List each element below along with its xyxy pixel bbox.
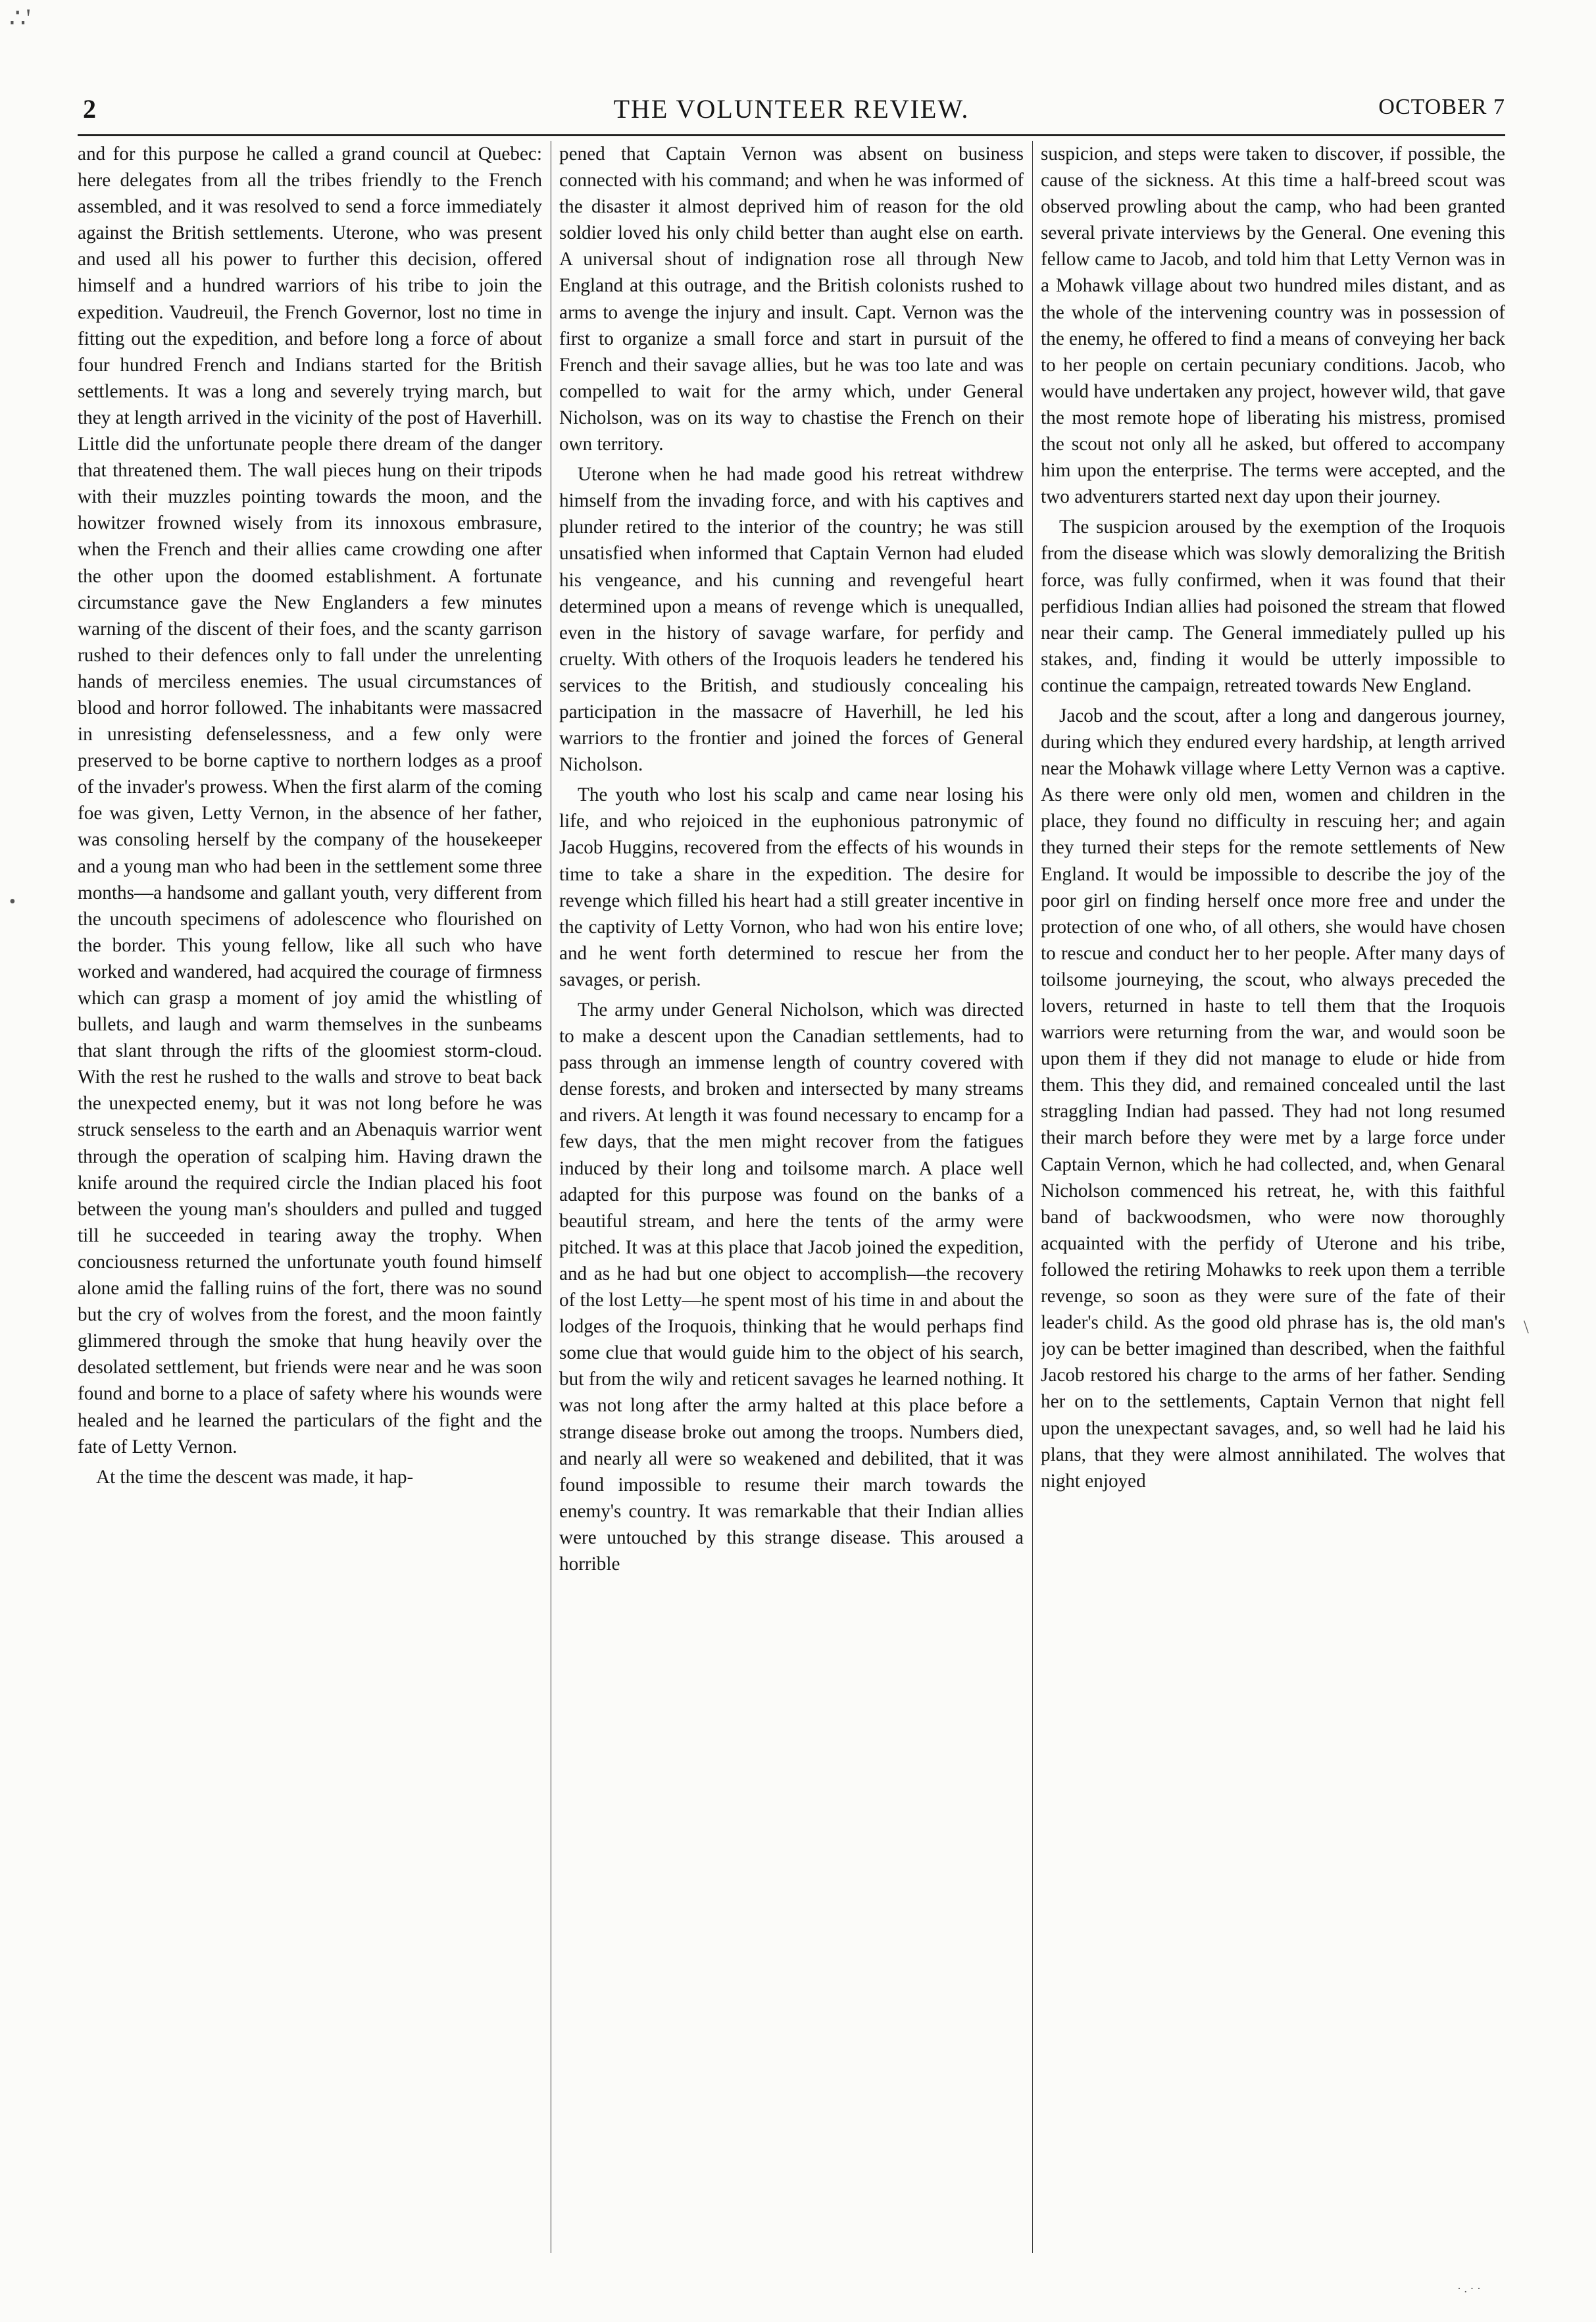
margin-mark-left: • [9,892,16,912]
text-column-1 [78,141,542,2253]
column-2-paragraph-4: The army under General Nicholson, which was directed to make a descent upon the Canadian settlements, had to pass through an immense length of country covered with dense forests, and broken and intersected by many streams and rivers. At length it was found necessary to encamp for a few days, that the men might recover from the fatigues induced by their long and toilsome march. A place well adapted for this purpose was found on the banks of a beautiful stream, and here the tents of the army were pitched. It was at this place that Jacob joined the expedition, and as he had but one object to accomplish—the recovery of the lost Letty—he spent most of his time in and about the lodges of the Iroquois, thinking that he would perhaps find some clue that would guide him to the object of his search, but from the wily and reticent savages he learned nothing. It was not long after the army halted at this place before a strange disease broke out among the troops. Numbers died, and nearly all were so weakened and debilited, that it was found impossible to resume their march towards the enemy's country. It was remarkable that their Indian allies were untouched by this strange disease. This aroused a horrible [559,999,1024,1575]
article-columns [78,141,1505,2253]
column-divider-2 [1032,141,1033,2253]
margin-mark-bottom: · . · · [1457,2282,1481,2295]
column-2-paragraph-1: pened that Captain Vernon was absent on business connected with his command; and when he was informed of the disaster it almost deprived him of reason for the old soldier loved his only child better than aught else on earth. A universal shout of indignation rose all through New England at this outrage, and the British colonists rushed to arms to avenge the injury and insult. Capt. Vernon was the first to organize a small force and start in pursuit of the French and their savage allies, but he was too late and was compelled to wait for the army which, under General Nicholson, was on its way to chastise the French on their own territory. [559,143,1024,455]
column-3-paragraph-1: suspicion, and steps were taken to discover, if possible, the cause of the sickness. At this time a half-breed scout was observed prowling about the camp, who had been granted several private interviews by the General. One evening this fellow came to Jacob, and told him that Letty Vernon was in a Mohawk village about two hundred miles distant, and as the whole of the intervening country was in possession of the enemy, he offered to find a means of conveying her back to her people on certain pecuniary conditions. Jacob, who would have undertaken any project, however wild, that gave the most remote hope of liberating his mistress, promised the scout not only all he asked, but offered to accompany him upon the enterprise. The terms were accepted, and the two adventurers started next day upon their journey. [1041,143,1505,508]
column-3-paragraph-2: The suspicion aroused by the exemption of the Iroquois from the disease which was slowly demoralizing the British force, was fully confirmed, when it was found that their perfidious Indian allies had poisoned the stream that flowed near their camp. The General immediately pulled up his stakes, and, finding it would be utterly impossible to continue the campaign, retreated towards New England. [1041,517,1505,696]
page-header [78,91,1505,130]
masthead-title: THE VOLUNTEER REVIEW. [613,94,970,124]
text-column-3 [1041,141,1505,2253]
margin-mark-top-left: ∴' [9,3,31,33]
header-rule [78,134,1505,136]
column-3-paragraph-3: Jacob and the scout, after a long and dangerous journey, during which they endured every hardship, at length arrived near the Mohawk village where Letty Vernon was a captive. As there were only old men, women and children in the place, they found no difficulty in rescuing her; and again they turned their steps for the remote settlements of New England. It would be impossible to describe the joy of the poor girl on finding herself once more free and under the protection of one who, of all others, she would have chosen to rescue and conduct her to her people. After many days of toilsome journeying, the scout, who always preceded the lovers, returned in haste to tell them that the Iroquois warriors were returning from the war, and would soon be upon them if they did not manage to elude or hide from them. This they did, and remained concealed until the last straggling Indian had passed. They had not long resumed their march before they were met by a large force under Captain Vernon, which he had collected, and, when Genaral Nicholson commenced his retreat, he, with this faithful band of backwoodsmen, who were now thoroughly acquainted with the perfidy of Uterone and his tribe, followed the retiring Mohawks to reek upon them a terrible revenge, so soon as they were sure of the fate of their leader's child. As the good old phrase has is, the old man's joy can be better imagined than described, when the faithful Jacob restored his charge to the arms of her father. Sending her on to the settlements, Captain Vernon that night fell upon the unexpectant savages, and, so well had he laid his plans, that they were almost annihilated. The wolves that night enjoyed [1041,705,1505,1492]
page-number: 2 [83,94,96,124]
issue-date: OCTOBER 7 [1378,95,1505,119]
column-1-paragraph-2: At the time the descent was made, it hap- [96,1466,414,1488]
margin-mark-right: \ [1524,1317,1529,1338]
column-1-paragraph-1: and for this purpose he called a grand council at Quebec: here delegates from all the tribes friendly to the French assembled, and it was resolved to send a force immediately against the British settlements. Uterone, who was present and used all his power to further this decision, offered himself and a hundred warriors of his tribe to join the expedition. Vaudreuil, the French Governor, lost no time in fitting out the expedition, and before long a force of about four hundred French and Indians started for the British settlements. It was a long and severely trying march, but they at length arrived in the vicinity of the post of Haverhill. Little did the unfortunate people there dream of the danger that threatened them. The wall pieces hung on their tripods with their muzzles pointing towards the moon, and the howitzer frowned wisely from its innoxous embrasure, when the French and their allies came crowding one after the other upon the doomed establishment. A fortunate circumstance gave the New Englanders a few minutes warning of the discent of their foes, and the scanty garrison rushed to their defences only to fall under the unrelenting hands of merciless enemies. The usual circumstances of blood and horror followed. The inhabitants were massacred in unresisting defenselessness, and a few only were preserved to be borne captive to northern lodges as a proof of the invader's prowess. When the first alarm of the coming foe was given, Letty Vernon, in the absence of her father, was consoling herself by the company of the housekeeper and a young man who had been in the settlement some three months—a handsome and gallant youth, very different from the uncouth specimens of adolescence who flourished on the border. This young fellow, like all such who have worked and wandered, had acquired the courage of firmness which can grasp a moment of joy amid the whistling of bullets, and laugh and warm themselves in the sunbeams that slant through the rifts of the gloomiest storm-cloud. With the rest he rushed to the walls and strove to beat back the unexpected enemy, but it was not long before he was struck senseless to the earth and an Abenaquis warrior went through the operation of scalping him. Having drawn the knife around the required circle the Indian placed his foot between the young man's shoulders and pulled and tugged till he succeeded in tearing away the trophy. When conciousness returned the unfortunate youth found himself alone amid the falling ruins of the fort, there was no sound but the cry of wolves from the forest, and the moon faintly glimmered through the smoke that hung heavily over the desolated settlement, but friends were near and he was soon found and borne to a place of safety where his wounds were healed and he learned the particulars of the fight and the fate of Letty Vernon. [78,143,542,1457]
column-2-paragraph-3: The youth who lost his scalp and came near losing his life, and who rejoiced in the euphonious patronymic of Jacob Huggins, recovered from the effects of his wounds in time to take a share in the expedition. The desire for revenge which filled his heart had a still greater incentive in the captivity of Letty Vornon, who had won his entire love; and he went forth determined to rescue her from the savages, or perish. [559,784,1024,990]
column-2-paragraph-2: Uterone when he had made good his retreat withdrew himself from the invading force, and with his captives and plunder retired to the interior of the country; he was still unsatisfied when informed that Captain Vernon had eluded his vengeance, and his cunning and revengeful heart determined upon a means of revenge which is unequalled, even in the history of savage warfare, for perfidy and cruelty. With others of the Iroquois leaders he tendered his services to the British, and studiously concealing his participation in the massacre of Haverhill, he led his warriors to the frontier and joined the forces of General Nicholson. [559,464,1024,776]
text-column-2 [559,141,1024,2253]
